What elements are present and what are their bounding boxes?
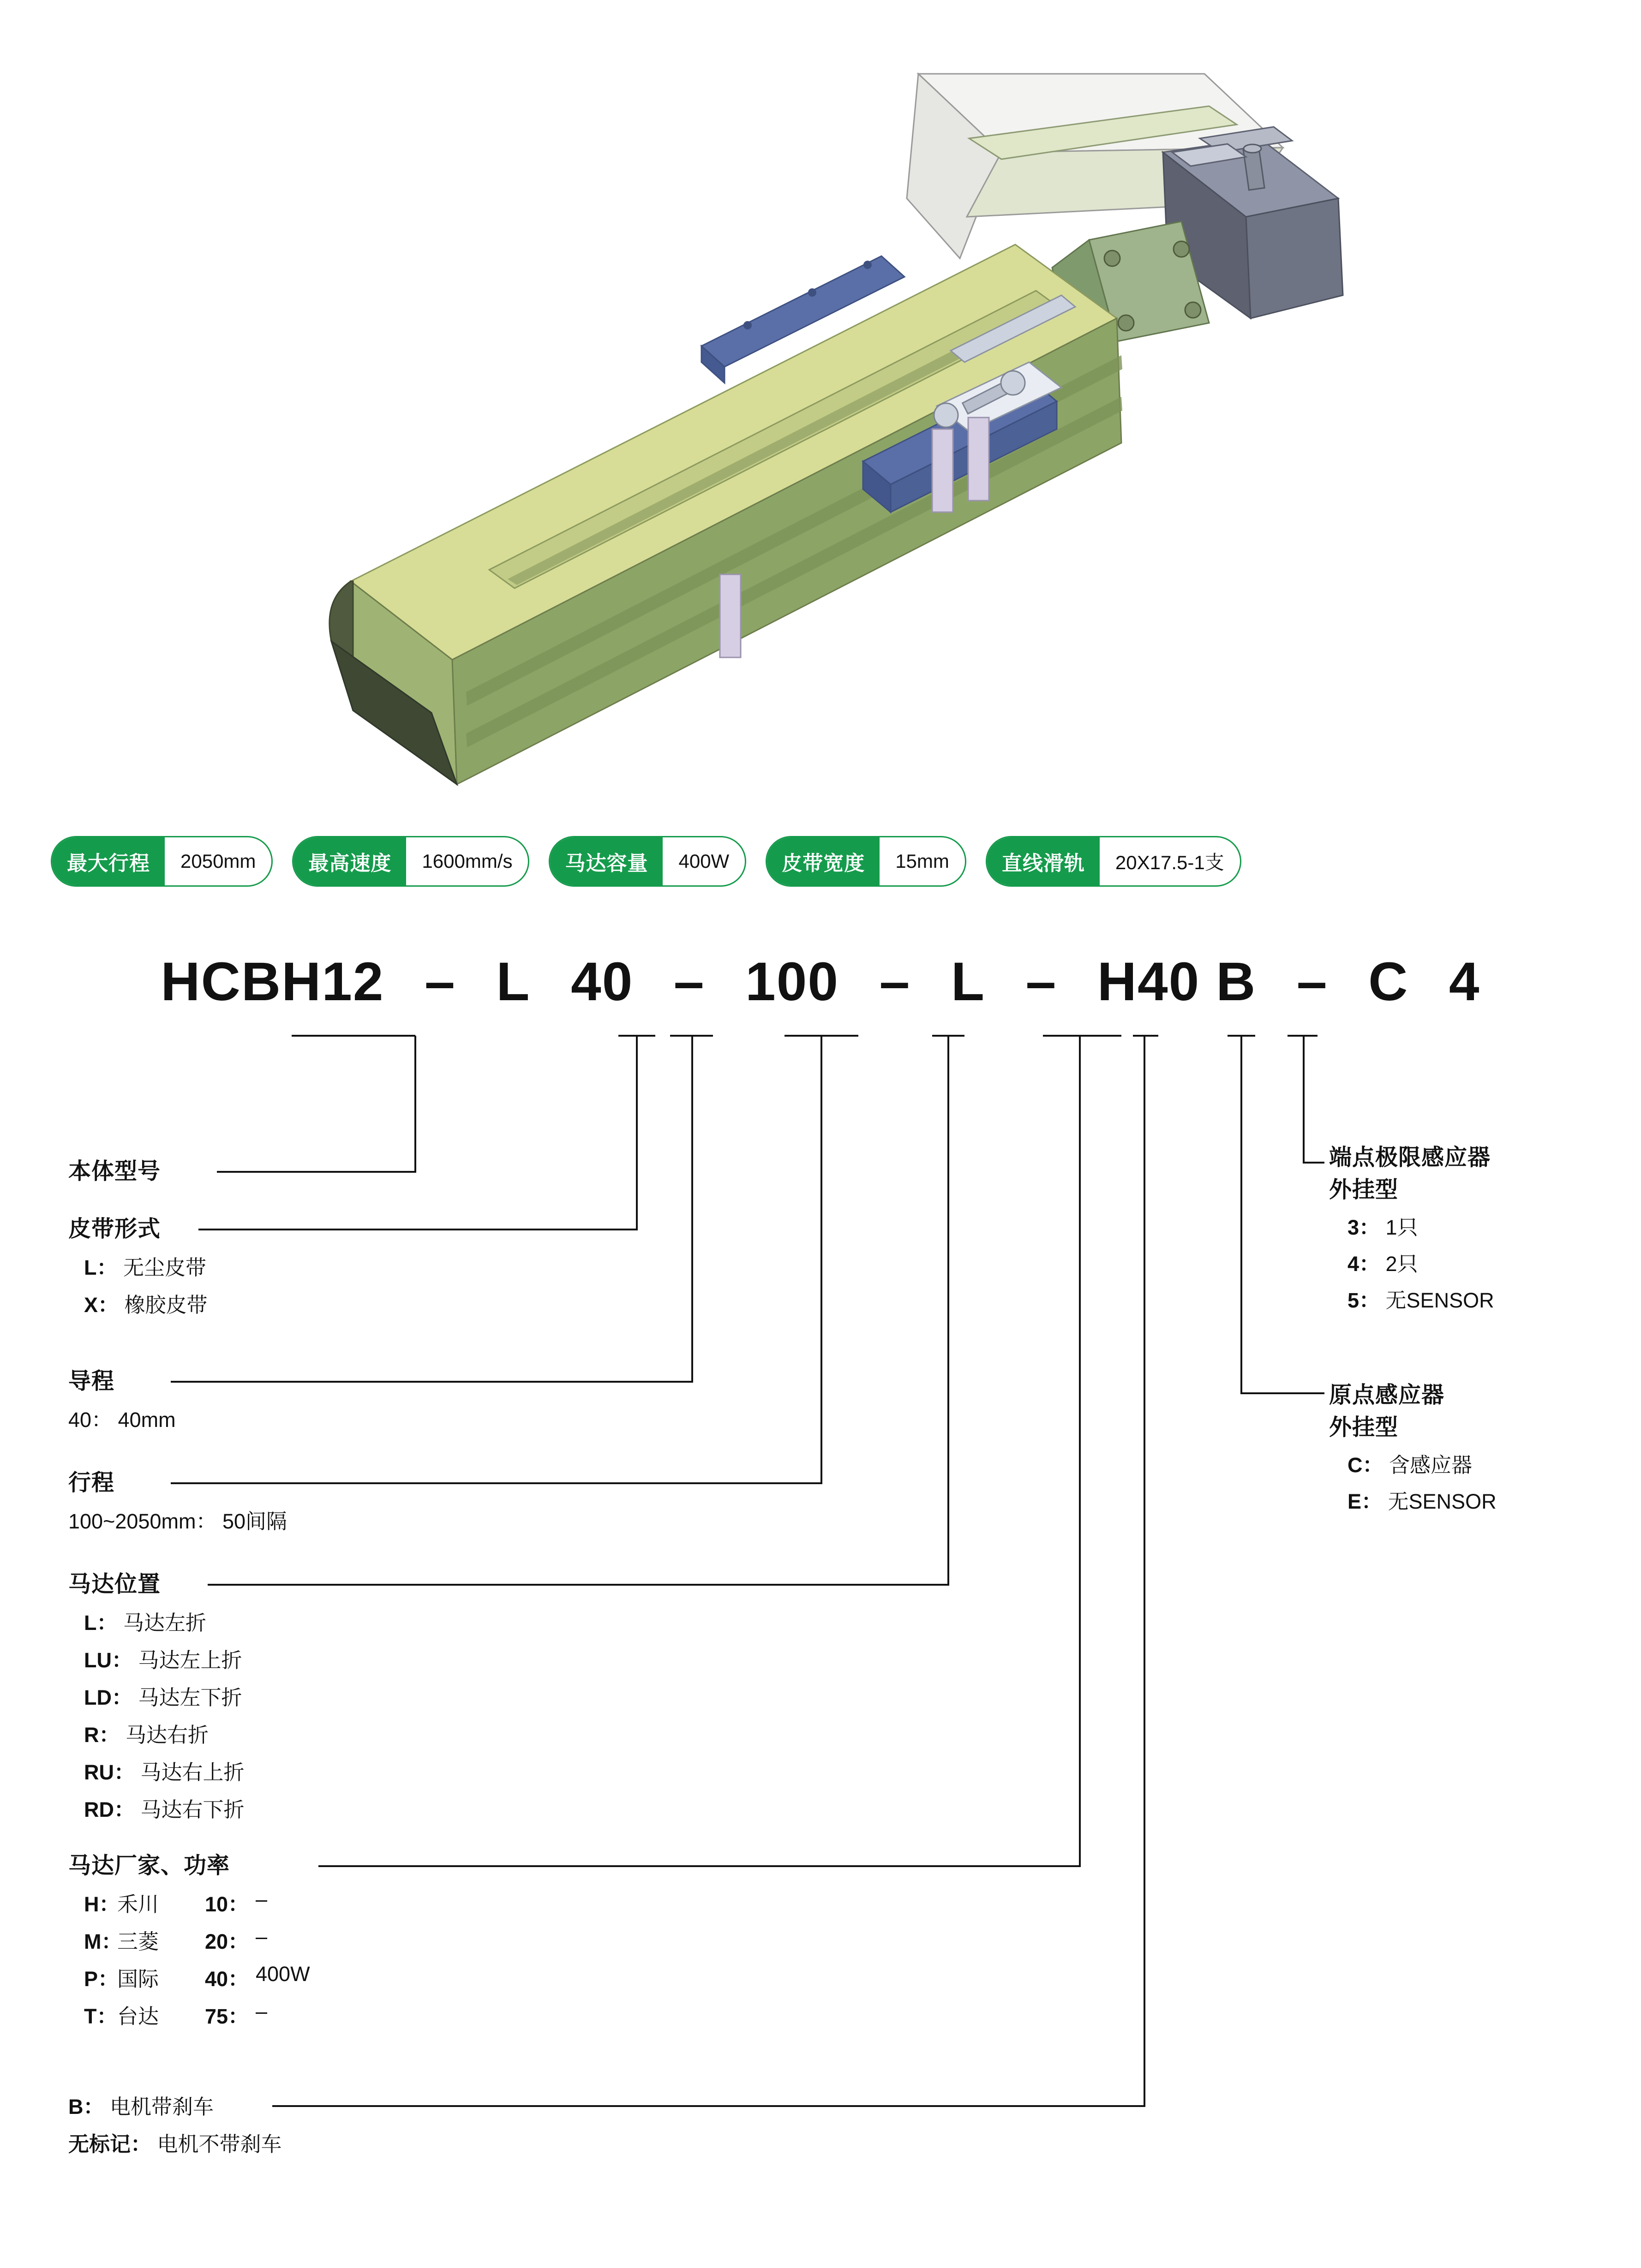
code-dash-3: –: [879, 951, 911, 1012]
legend-item: [68, 1643, 853, 1673]
legend-item: [68, 2127, 853, 2157]
maker-name: 台达: [117, 2005, 159, 2028]
legend-item: [68, 1718, 853, 1748]
legend-text: 无SENSOR: [1385, 1289, 1494, 1312]
legend-limit-sensor: [1329, 1140, 1624, 1313]
legend-text: 1只: [1385, 1216, 1418, 1239]
legend-key: 5：: [1348, 1289, 1380, 1312]
spec-pill-linear-rail: [986, 836, 1241, 887]
spec-label: 最高速度: [293, 837, 406, 885]
legend-key: RU：: [84, 1761, 135, 1784]
maker-code: P：: [84, 1967, 119, 1991]
model-code: [0, 950, 1641, 1013]
legend-key: 4：: [1348, 1252, 1380, 1276]
maker-code: M：: [84, 1930, 122, 1953]
legend-item: [1329, 1211, 1624, 1241]
legend-item: [68, 1606, 853, 1636]
legend-stroke: [68, 1465, 853, 1534]
maker-row: [68, 1999, 853, 2029]
legend-key: RD：: [84, 1798, 135, 1821]
product-illustration: [0, 0, 1641, 826]
legend-text: 橡胶皮带: [124, 1293, 208, 1317]
legend-text: 马达左下折: [138, 1686, 242, 1709]
legend-key: R：: [84, 1723, 120, 1747]
maker-row: [68, 1887, 853, 1917]
spec-label: 最大行程: [52, 837, 165, 885]
legend-key: L：: [84, 1256, 118, 1279]
legend-text: 含感应器: [1389, 1453, 1473, 1477]
legend-key: 3：: [1348, 1216, 1380, 1239]
spec-pill-max-stroke: [51, 836, 273, 887]
legend-text: 马达左折: [123, 1611, 207, 1635]
spec-value: 2050mm: [180, 850, 256, 872]
power-value: –: [256, 1999, 268, 2023]
legend-key: B：: [68, 2095, 104, 2119]
spec-label: 直线滑轨: [987, 837, 1100, 885]
legend-text: 马达右上折: [140, 1761, 245, 1784]
power-code: 20：: [205, 1930, 249, 1953]
legend-key: X：: [84, 1293, 119, 1317]
code-part-motor-maker: H40: [1097, 951, 1200, 1012]
legend-item: [68, 1681, 853, 1711]
legend-subtitle: 外挂型: [1329, 1415, 1399, 1440]
code-part-brake: B: [1216, 951, 1257, 1012]
legend-body-model: [68, 1153, 853, 1186]
code-dash-5: –: [1296, 951, 1328, 1012]
code-part-limit-sensor: 4: [1449, 951, 1480, 1012]
legend-brake: [68, 2090, 853, 2157]
maker-name: 禾川: [117, 1892, 159, 1916]
legend-subtitle: 外挂型: [1329, 1177, 1399, 1202]
legend-item: [68, 1403, 853, 1433]
legend-text: 马达左上折: [138, 1648, 242, 1672]
code-part-lead: 40: [571, 951, 634, 1012]
legend-title: 马达厂家、功率: [68, 1853, 230, 1878]
legend-item: [68, 2090, 853, 2120]
code-part-stroke: 100: [745, 951, 839, 1012]
power-value: –: [256, 1887, 268, 1911]
spec-pill-motor-capacity: [549, 836, 746, 887]
legend-title: 马达位置: [68, 1572, 161, 1597]
legend-text: 50间隔: [222, 1510, 287, 1533]
power-value: –: [256, 1925, 268, 1948]
power-code: 75：: [205, 2005, 249, 2028]
legend-item: [68, 1504, 853, 1534]
legend-lead: [68, 1363, 853, 1433]
maker-row: [68, 1925, 853, 1955]
code-part-body: HCBH12: [161, 951, 384, 1012]
legend-origin-sensor: [1329, 1377, 1624, 1515]
maker-code: H：: [84, 1892, 120, 1916]
spec-value: 15mm: [895, 850, 949, 872]
spec-value: 20X17.5-1支: [1115, 852, 1224, 873]
spec-label: 马达容量: [550, 837, 663, 885]
legend-item: [1329, 1247, 1624, 1277]
legend-text: 40mm: [118, 1408, 176, 1432]
legend-key: LD：: [84, 1686, 132, 1709]
legend-key: LU：: [84, 1648, 132, 1672]
code-dash-1: –: [425, 951, 456, 1012]
code-part-origin-sensor: C: [1368, 951, 1409, 1012]
legend-text: 2只: [1385, 1252, 1418, 1276]
spec-label: 皮带宽度: [767, 837, 880, 885]
spec-value: 400W: [678, 850, 730, 872]
maker-row: [68, 1962, 853, 1992]
legend-text: 电机带刹车: [110, 2095, 214, 2119]
spec-pill-max-speed: [292, 836, 529, 887]
legend-key: C：: [1348, 1453, 1383, 1477]
legend-key: E：: [1348, 1490, 1383, 1513]
legend-title: 皮带形式: [68, 1217, 161, 1241]
power-code: 10：: [205, 1892, 249, 1916]
legend-item: [1329, 1283, 1624, 1313]
code-part-belt: L: [496, 951, 531, 1012]
legend-title: 原点感应器: [1329, 1383, 1445, 1408]
power-value: 400W: [256, 1962, 310, 1986]
code-dash-2: –: [673, 951, 705, 1012]
legend-title: 端点极限感应器: [1329, 1145, 1491, 1170]
legend-key: 100~2050mm：: [68, 1510, 217, 1533]
code-dash-4: –: [1025, 951, 1057, 1012]
actuator-3d-model: [329, 74, 1343, 784]
maker-name: 国际: [117, 1967, 159, 1991]
spec-pill-row: [51, 836, 1601, 887]
legend-belt-type: [68, 1211, 853, 1318]
legend-title: 本体型号: [68, 1159, 161, 1184]
legend-item: [68, 1288, 853, 1318]
legend-item: [1329, 1485, 1624, 1515]
spec-value: 1600mm/s: [422, 850, 513, 872]
legend-key: 40：: [68, 1408, 113, 1432]
legend-item: [1329, 1448, 1624, 1478]
legend-title: 导程: [68, 1369, 115, 1394]
legend-text: 马达右下折: [140, 1798, 245, 1821]
legend-motor-maker: [68, 1848, 853, 2029]
legend-text: 马达右折: [126, 1723, 209, 1747]
spec-pill-belt-width: [766, 836, 966, 887]
legend-item: [68, 1793, 853, 1823]
legend-title: 行程: [68, 1470, 115, 1495]
legend-text: 无SENSOR: [1388, 1490, 1497, 1513]
legend-item: [68, 1251, 853, 1281]
power-code: 40：: [205, 1967, 249, 1991]
legend-key: L：: [84, 1611, 118, 1635]
code-part-motor-position: L: [951, 951, 985, 1012]
legend-text: 电机不带刹车: [157, 2132, 282, 2156]
legend-key: 无标记：: [68, 2132, 152, 2156]
maker-name: 三菱: [117, 1930, 159, 1953]
legend-motor-position: [68, 1566, 853, 1823]
maker-code: T：: [84, 2005, 118, 2028]
legend-item: [68, 1755, 853, 1785]
legend-text: 无尘皮带: [123, 1256, 207, 1279]
